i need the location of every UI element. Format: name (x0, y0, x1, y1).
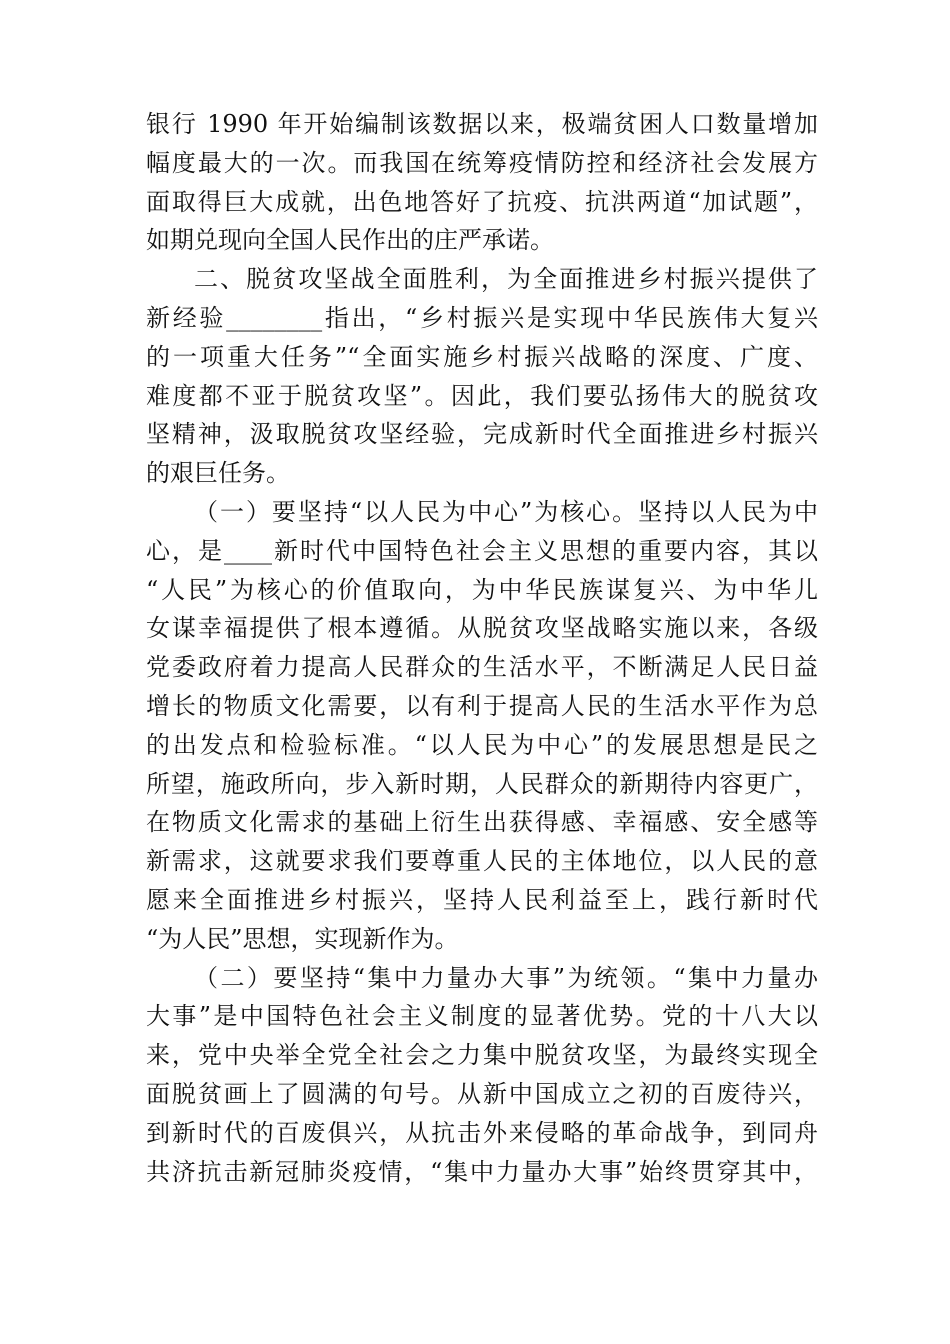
text-line: 银行 1990 年开始编制该数据以来，极端贫困人口数量增加 (146, 110, 818, 138)
text-line: 所望，施政所向，步入新时期，人民群众的新期待内容更广， (146, 769, 818, 798)
text-line: 心，是____新时代中国特色社会主义思想的重要内容，其以 (146, 536, 818, 565)
text-line: 女谋幸福提供了根本遵循。从脱贫攻坚战略实施以来，各级 (146, 614, 818, 643)
text-line: “为人民”思想，实现新作为。 (146, 924, 459, 953)
text-line: 共济抗击新冠肺炎疫情，“集中力量办大事”始终贯穿其中， (146, 1157, 818, 1186)
text-line: 面脱贫画上了圆满的句号。从新中国成立之初的百废待兴， (146, 1079, 818, 1108)
text-line: 难度都不亚于脱贫攻坚”。因此，我们要弘扬伟大的脱贫攻 (146, 381, 818, 410)
text-line: 来，党中央举全党全社会之力集中脱贫攻坚，为最终实现全 (146, 1041, 818, 1070)
text-line: 大事”是中国特色社会主义制度的显著优势。党的十八大以 (146, 1002, 818, 1031)
text-line: 的艰巨任务。 (146, 459, 290, 488)
text-line: 坚精神，汲取脱贫攻坚经验，完成新时代全面推进乡村振兴 (146, 420, 818, 449)
text-line: 到新时代的百废俱兴，从抗击外来侵略的革命战争，到同舟 (146, 1118, 818, 1147)
text-line: 愿来全面推进乡村振兴，坚持人民利益至上，践行新时代 (146, 885, 818, 914)
text-line: 如期兑现向全国人民作出的庄严承诺。 (146, 226, 554, 255)
text-line: 的出发点和检验标准。“以人民为中心”的发展思想是民之 (146, 730, 818, 759)
text-line: 幅度最大的一次。而我国在统筹疫情防控和经济社会发展方 (146, 148, 818, 177)
text-line: “人民”为核心的价值取向，为中华民族谋复兴、为中华儿 (146, 575, 818, 604)
text-line: 新经验________指出，“乡村振兴是实现中华民族伟大复兴 (146, 303, 818, 332)
text-line: 新需求，这就要求我们要尊重人民的主体地位，以人民的意 (146, 847, 818, 876)
text-line: 面取得巨大成就，出色地答好了抗疫、抗洪两道“加试题”， (146, 187, 818, 216)
section-heading-line: 二、脱贫攻坚战全面胜利，为全面推进乡村振兴提供了 (194, 265, 818, 294)
subsection-heading-line: （二）要坚持“集中力量办大事”为统领。“集中力量办 (194, 963, 818, 992)
subsection-heading-line: （一）要坚持“以人民为中心”为核心。坚持以人民为中 (194, 497, 818, 526)
text-line: 在物质文化需求的基础上衍生出获得感、幸福感、安全感等 (146, 808, 818, 837)
text-line: 党委政府着力提高人民群众的生活水平，不断满足人民日益 (146, 653, 818, 682)
text-line: 增长的物质文化需要，以有利于提高人民的生活水平作为总 (146, 691, 818, 720)
text-line: 的一项重大任务”“全面实施乡村振兴战略的深度、广度、 (146, 342, 818, 371)
document-body (146, 105, 818, 1191)
